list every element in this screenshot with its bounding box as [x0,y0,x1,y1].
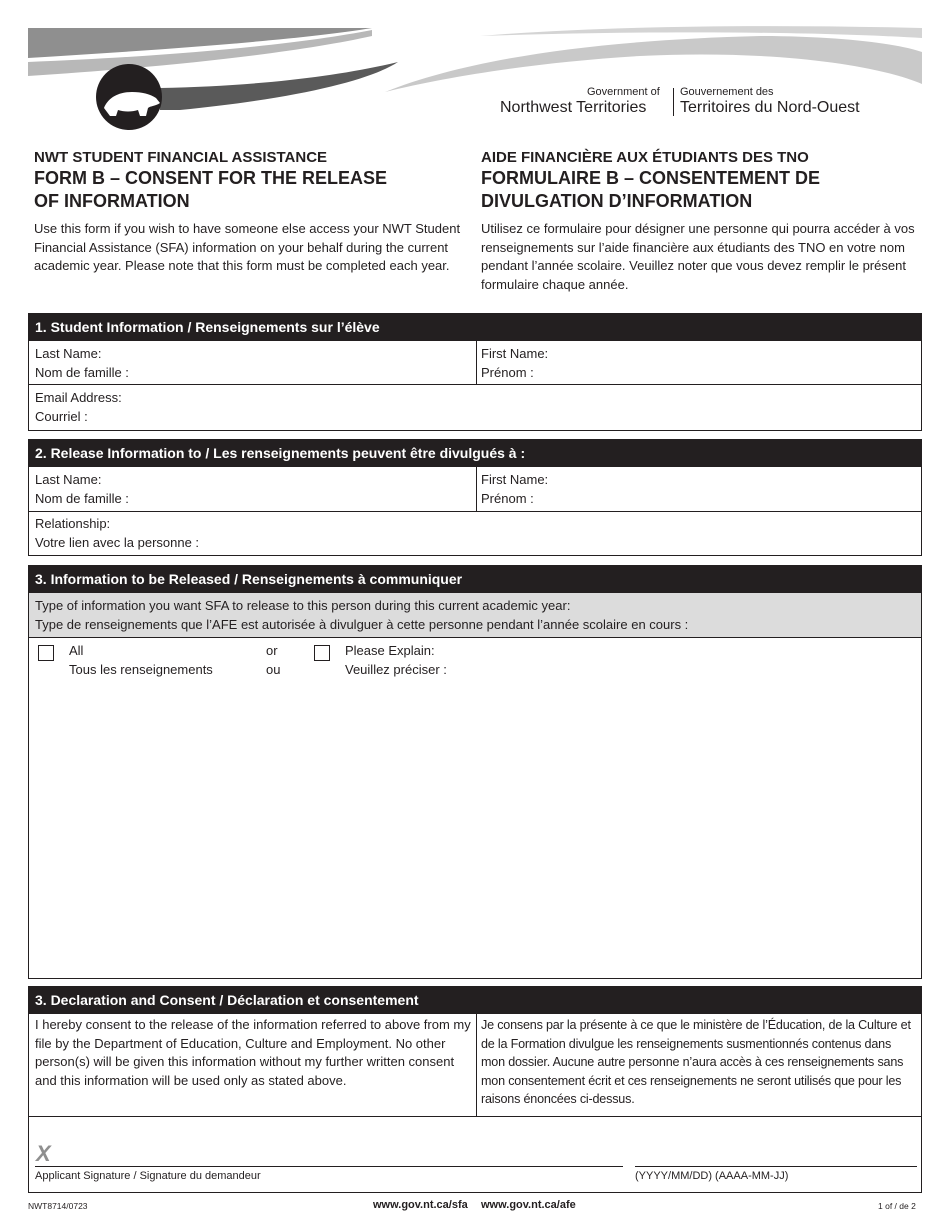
s2-first-name-field[interactable] [481,471,548,508]
divider [476,341,477,384]
fr-kicker: AIDE FINANCIÈRE AUX ÉTUDIANTS DES TNO [481,149,809,166]
footer-url-fr[interactable]: www.gov.nt.ca/afe [481,1199,576,1211]
s1-last-name-field[interactable] [35,345,129,382]
explain-label-en: Please Explain: [345,643,435,658]
s1-email-label-fr: Courriel : [35,408,88,424]
section2-box [28,467,922,556]
page-number: 1 of / de 2 [878,1201,916,1211]
all-info-label [69,642,213,679]
all-info-checkbox[interactable] [38,645,54,661]
gov-en-small: Government of [587,86,660,98]
header-banner [0,0,950,140]
s3-prompt-band [29,593,921,638]
or-en: or [266,643,278,658]
explain-text-area[interactable] [345,681,905,966]
signature-box [28,1117,922,1193]
s1-last-name-label-en: Last Name: [35,346,102,361]
consent-text-en: I hereby consent to the release of the information referred to above from my file by the Department of Education, Culture and Employment. No other person(s) will be given this information without my further written consent and this information will be used only as stated above. [35,1017,471,1088]
fr-description: Utilisez ce formulaire pour désigner une personne qui pourra accéder à vos renseignements sur l’aide financière aux étudiants des TNO en votre nom pendant l’année scolaire. Veuillez noter que vous devez remplir le présent formulaire chaque année. [481,221,915,292]
s1-first-name-field[interactable] [481,345,548,382]
signature-line[interactable] [35,1166,623,1167]
en-title-line1: FORM B – CONSENT FOR THE RELEASE [34,168,388,188]
divider [29,511,921,512]
section3-box [28,593,922,979]
explain-label [345,642,447,679]
s2-relationship-field[interactable] [35,515,199,552]
section4-box [28,1014,922,1117]
divider [476,467,477,511]
s1-email-field[interactable] [35,389,122,426]
s2-last-name-label-en: Last Name: [35,472,102,487]
section1-box [28,341,922,431]
s2-relationship-label-en: Relationship: [35,516,111,531]
gov-en-big: Northwest Territories [500,99,647,116]
section2-header: 2. Release Information to / Les renseignements peuvent être divulgués à : [28,439,922,467]
s2-first-name-label-en: First Name: [481,472,549,487]
s1-email-label-en: Email Address: [35,390,122,405]
consent-text-fr: Je consens par la présente à ce que le ministère de l’Éducation, de la Culture et de la Formation divulgue les renseignements susmentionnés contenus dans mon dossier. Aucune autre personne n’aura accès à ces renseignements sans mon consentement écrit et ces renseignements ne seront utilisés que pour les raisons énoncées ci-dessus. [481,1018,911,1106]
nwt-polar-bear-logo-icon [96,64,162,130]
s3-prompt-en: Type of information you want SFA to release to this person during this current academic year: [35,598,571,613]
signature-label: Applicant Signature / Signature du demandeur [35,1170,261,1182]
s3-prompt [35,597,688,634]
explain-checkbox[interactable] [314,645,330,661]
divider [29,384,921,385]
explain-label-fr: Veuillez préciser : [345,661,447,677]
s1-first-name-label-en: First Name: [481,346,549,361]
s3-prompt-fr: Type de renseignements que l’AFE est autorisée à divulguer à cette personne pendant l’année scolaire en cours : [35,616,689,632]
gov-name-english [500,86,660,117]
s2-first-name-label-fr: Prénom : [481,490,534,506]
en-description: Use this form if you wish to have someone else access your NWT Student Financial Assistance (SFA) information on your behalf during the current academic year. Please note that this form must be completed each year. [34,221,461,273]
signature-x-mark: X [36,1141,51,1166]
english-header [34,148,474,276]
en-title-line2: OF INFORMATION [34,191,190,211]
all-info-label-en: All [69,643,84,658]
s2-relationship-label-fr: Votre lien avec la personne : [35,534,200,550]
fr-title-line1: FORMULAIRE B – CONSENTEMENT DE [481,168,821,188]
gov-name-french [680,86,860,117]
fr-title-line2: DIVULGATION D’INFORMATION [481,191,753,211]
section4-header: 3. Declaration and Consent / Déclaration et consentement [28,986,922,1014]
form-code: NWT8714/0723 [28,1201,88,1211]
gov-fr-small: Gouvernement des [680,86,774,98]
gov-fr-big: Territoires du Nord-Ouest [680,99,860,116]
section3-header: 3. Information to be Released / Renseignements à communiquer [28,565,922,593]
s2-last-name-field[interactable] [35,471,129,508]
french-header [481,148,921,294]
s1-last-name-label-fr: Nom de famille : [35,364,129,380]
divider [476,1014,477,1116]
en-kicker: NWT STUDENT FINANCIAL ASSISTANCE [34,149,328,166]
gov-divider [673,88,674,116]
footer-url-en[interactable]: www.gov.nt.ca/sfa [373,1199,468,1211]
or-fr: ou [266,661,281,677]
date-line[interactable] [635,1166,917,1167]
s2-last-name-label-fr: Nom de famille : [35,490,129,506]
s1-first-name-label-fr: Prénom : [481,364,534,380]
or-separator [266,642,280,679]
all-info-label-fr: Tous les renseignements [69,661,213,677]
section1-header: 1. Student Information / Renseignements sur l’élève [28,313,922,341]
date-label: (YYYY/MM/DD) (AAAA-MM-JJ) [635,1170,789,1182]
